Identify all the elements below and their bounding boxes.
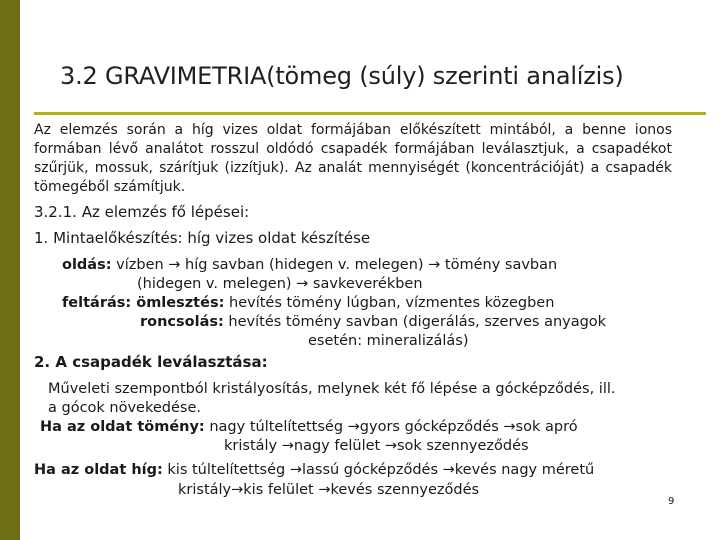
roncsolas-text1: hevítés tömény savban (digerálás, szerves anyagok [223, 314, 607, 330]
roncsolas-line2: esetén: mineralizálás) [308, 333, 469, 349]
slide-title: 3.2 GRAVIMETRIA(tömeg (súly) szerinti analízis) [60, 62, 624, 90]
tomeny-line2: kristály →nagy felület →sok szennyeződés [224, 438, 529, 454]
hig-label: Ha az oldat híg: [34, 462, 163, 478]
oldas-line1 [62, 256, 557, 275]
muveleti-line1: Műveleti szempontból kristályosítás, melynek két fő lépése a gócképződés, ill. [48, 381, 616, 397]
step1-text: : híg vizes oldat készítése [177, 229, 371, 247]
step1-label: 1. Mintaelőkészítés [34, 229, 178, 247]
hig-text1: kis túltelítettség →lassú gócképződés →kevés nagy méretű [162, 462, 595, 478]
oldas-line2: (hidegen v. melegen) → savkeverékben [137, 276, 423, 292]
step1-line [34, 229, 370, 248]
steps-heading: 3.2.1. Az elemzés fő lépései: [34, 203, 250, 221]
oldas-label: oldás: [62, 257, 112, 273]
hig-line1 [34, 461, 594, 480]
feltaras-label: feltárás: ömlesztés: [62, 295, 225, 311]
tomeny-text1: nagy túltelítettség →gyors gócképződés →sok apró [204, 419, 578, 435]
title-underline [34, 112, 706, 115]
oldas-text1: vízben → híg savban (hidegen v. melegen) → tömény savban [111, 257, 558, 273]
tomeny-line1 [40, 418, 578, 437]
side-accent-bar [0, 0, 20, 540]
feltaras-text: hevítés tömény lúgban, vízmentes közegben [224, 295, 555, 311]
hig-line2: kristály→kis felület →kevés szennyeződés [178, 482, 480, 498]
feltaras-line [62, 294, 554, 313]
roncsolas-label: roncsolás: [140, 314, 224, 330]
roncsolas-line1 [140, 313, 606, 332]
muveleti-line2: a gócok növekedése. [48, 400, 201, 416]
intro-paragraph: Az elemzés során a híg vizes oldat formájában előkészített mintából, a benne ionos formában lévő analátot rosszul oldódó csapadék formájában leválasztjuk, a csapadékot szűrjük, mossuk, szárítjuk (izzítjuk). Az analát mennyiségét (koncentrációját) a csapadék tömegéből számítjuk. [34, 122, 672, 195]
page-number: 9 [668, 496, 675, 507]
step2-heading: 2. A csapadék leválasztása: [34, 353, 268, 371]
tomeny-label: Ha az oldat tömény: [40, 419, 205, 435]
